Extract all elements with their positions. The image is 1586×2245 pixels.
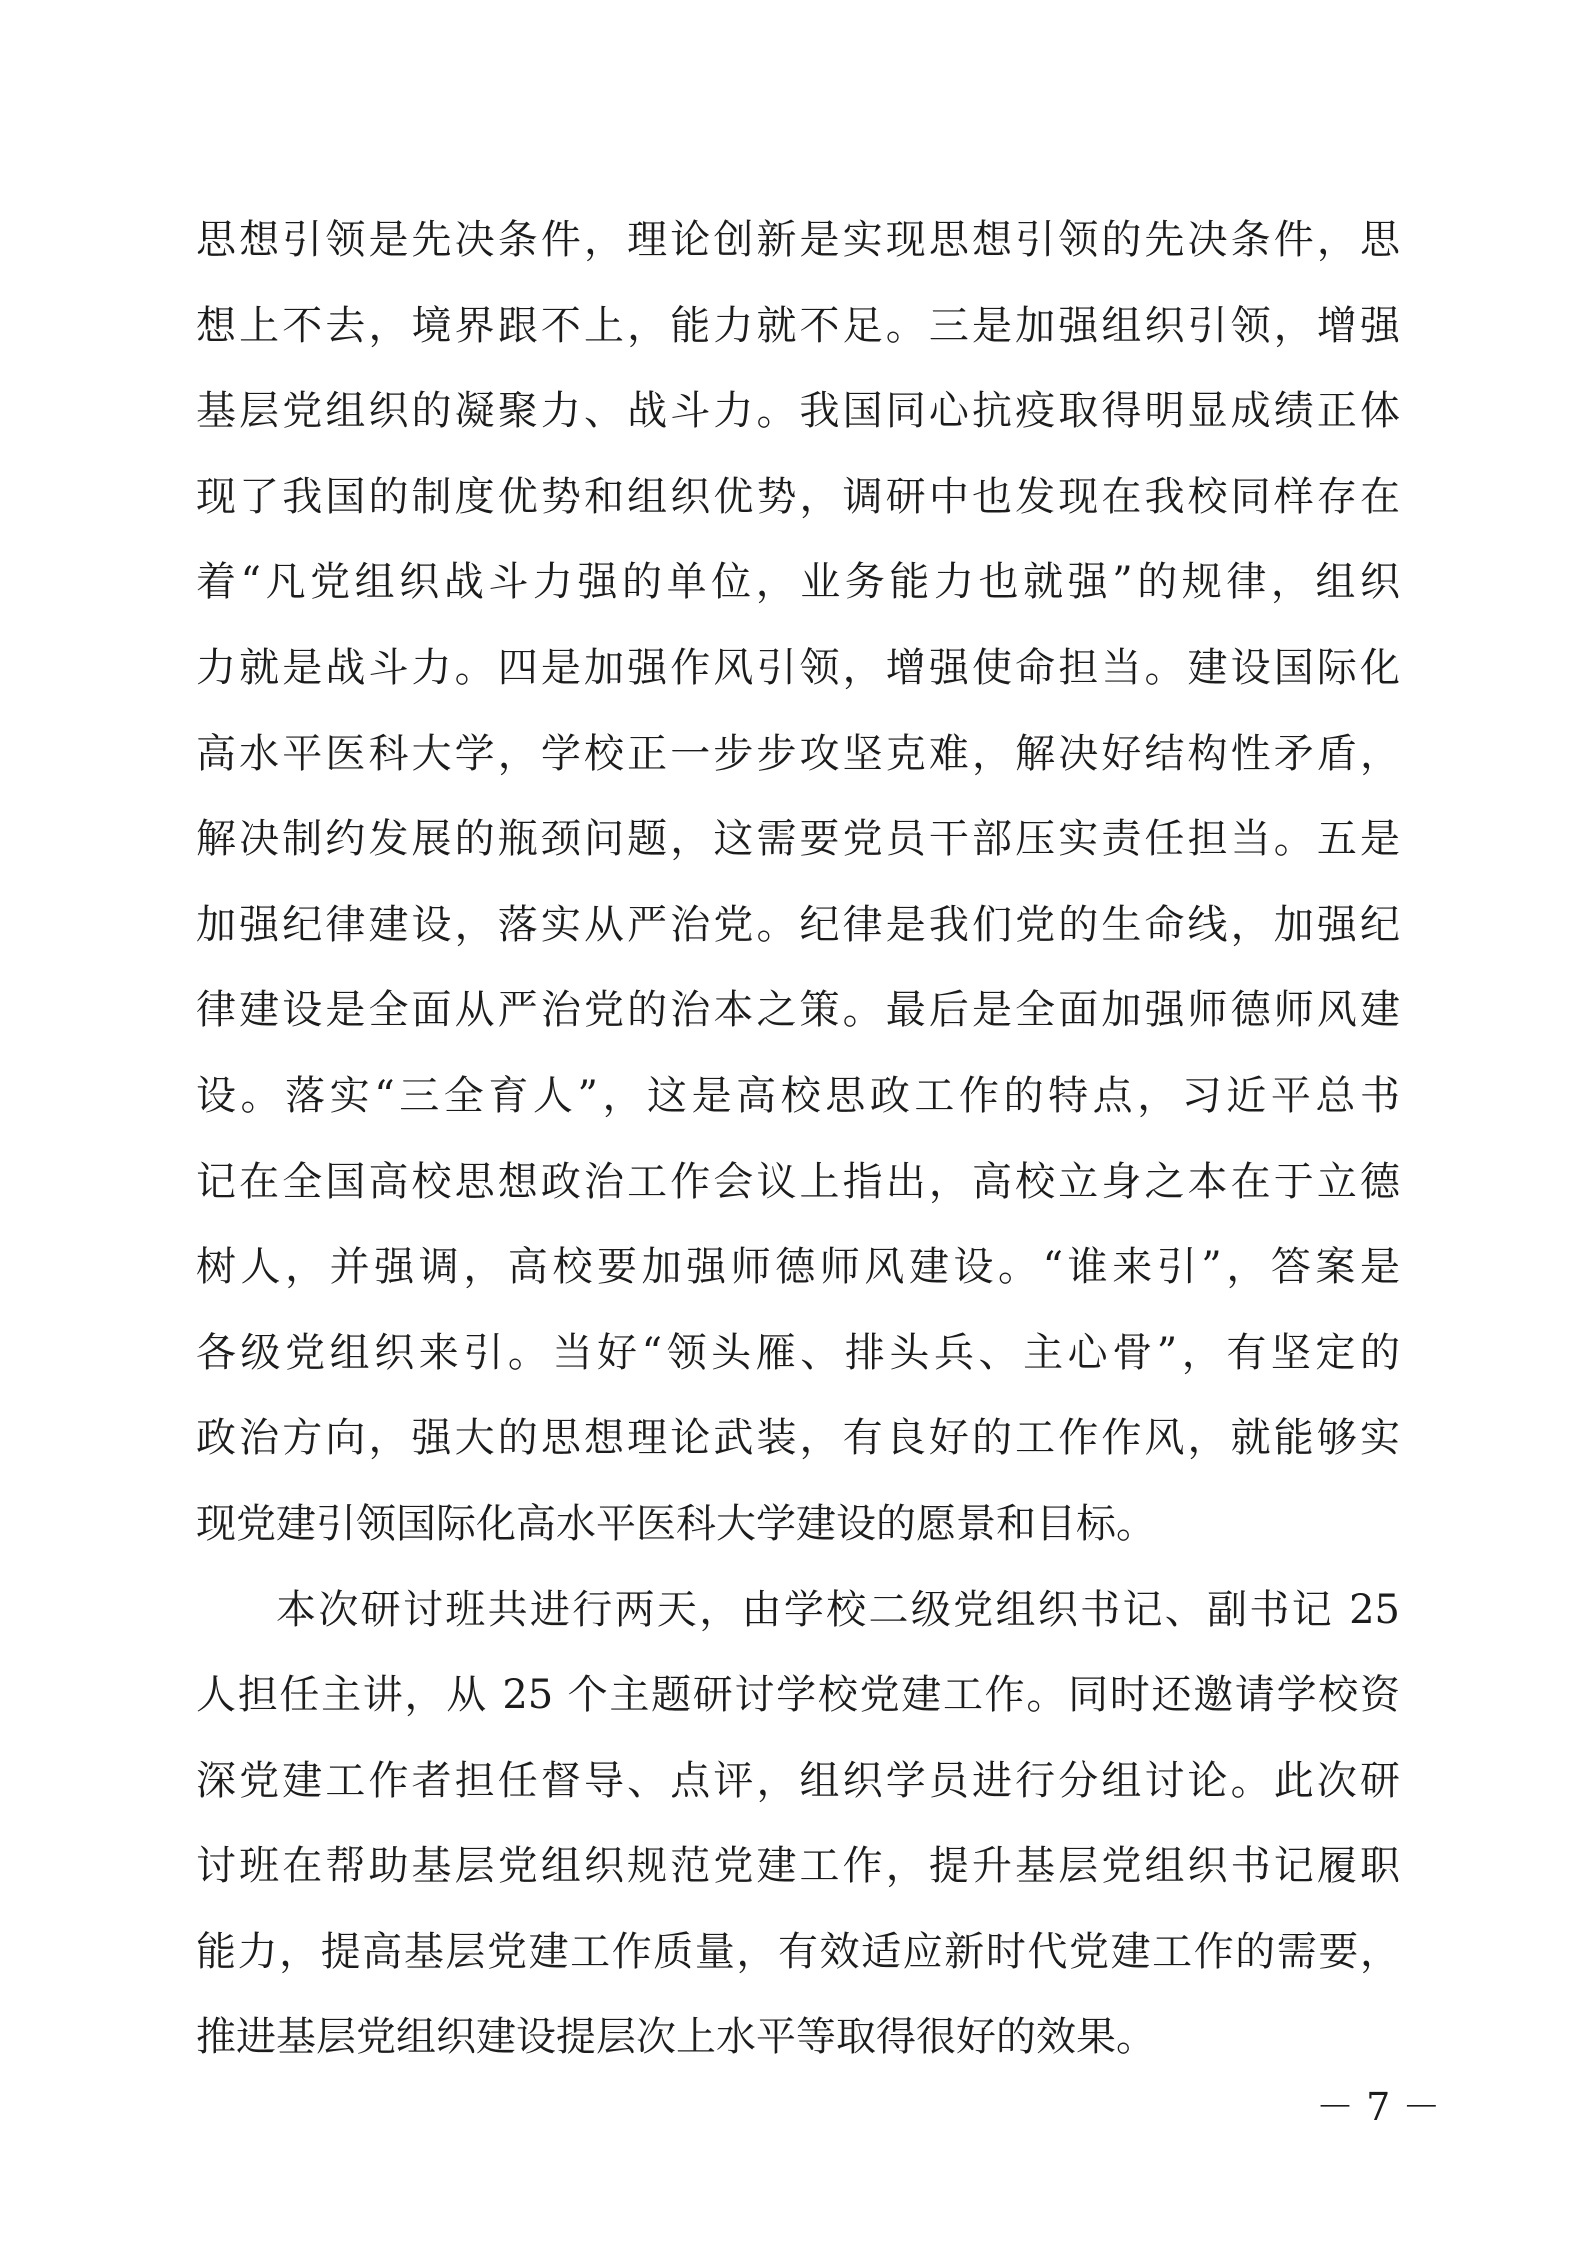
text-line: 讨班在帮助基层党组织规范党建工作，提升基层党组织书记履职 (196, 1843, 1400, 1890)
text-line: 深党建工作者担任督导、点评，组织学员进行分组讨论。此次研 (196, 1757, 1400, 1804)
text-line: 各级党组织来引。当好“领头雁、排头兵、主心骨”，有坚定的 (196, 1329, 1400, 1376)
text-line: 思想引领是先决条件，理论创新是实现思想引领的先决条件，思 (196, 217, 1400, 263)
text-line: 记在全国高校思想政治工作会议上指出，高校立身之本在于立德 (196, 1158, 1400, 1205)
text-line: 树人，并强调，高校要加强师德师风建设。“谁来引”，答案是 (196, 1244, 1400, 1291)
text-line: 能力，提高基层党建工作质量，有效适应新时代党建工作的需要， (196, 1928, 1400, 1975)
text-line: 人担任主讲，从 25 个主题研讨学校党建工作。同时还邀请学校资 (196, 1672, 1400, 1719)
text-line: 律建设是全面从严治党的治本之策。最后是全面加强师德师风建 (196, 987, 1400, 1034)
text-line: 力就是战斗力。四是加强作风引领，增强使命担当。建设国际化 (196, 644, 1400, 691)
page-number: － 7 － (1316, 2085, 1441, 2129)
text-line: 解决制约发展的瓶颈问题，这需要党员干部压实责任担当。五是 (196, 816, 1400, 863)
body-text (196, 198, 1400, 2081)
text-line: 高水平医科大学，学校正一步步攻坚克难，解决好结构性矛盾， (196, 730, 1400, 777)
text-line: 着“凡党组织战斗力强的单位，业务能力也就强”的规律，组织 (196, 559, 1400, 606)
text-line: 政治方向，强大的思想理论武装，有良好的工作作风，就能够实 (196, 1415, 1400, 1462)
text-line: 基层党组织的凝聚力、战斗力。我国同心抗疫取得明显成绩正体 (196, 388, 1400, 435)
paragraph-1 (196, 198, 1400, 1568)
text-line: 现党建引领国际化高水平医科大学建设的愿景和目标。 (196, 1500, 1156, 1547)
text-line: 设。落实“三全育人”，这是高校思政工作的特点，习近平总书 (196, 1072, 1400, 1119)
text-line: 本次研讨班共进行两天，由学校二级党组织书记、副书记 25 (276, 1586, 1400, 1633)
text-line: 想上不去，境界跟不上，能力就不足。三是加强组织引领，增强 (196, 302, 1400, 349)
text-line: 现了我国的制度优势和组织优势，调研中也发现在我校同样存在 (196, 473, 1400, 520)
text-line: 加强纪律建设，落实从严治党。纪律是我们党的生命线，加强纪 (196, 901, 1400, 948)
paragraph-2 (196, 1568, 1400, 2082)
text-line: 推进基层党组织建设提层次上水平等取得很好的效果。 (196, 2014, 1156, 2061)
